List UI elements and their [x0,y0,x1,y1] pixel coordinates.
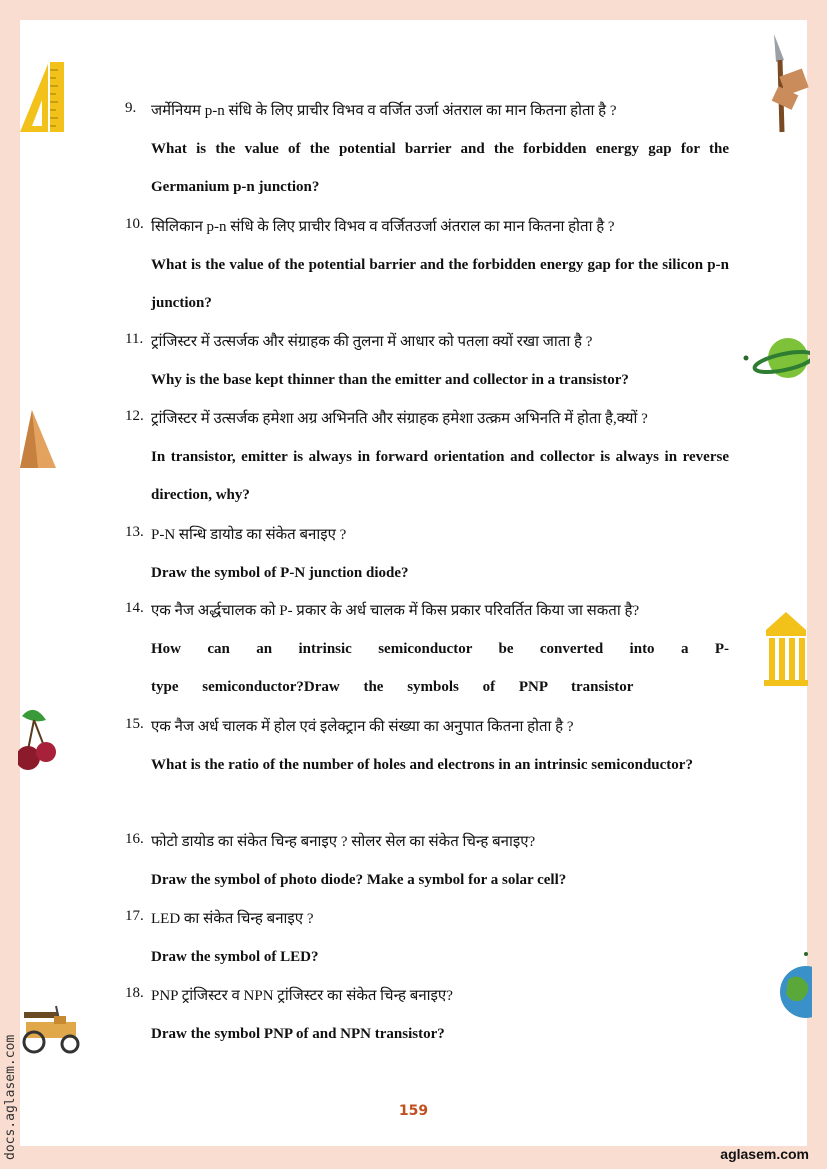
question-english: What is the ratio of the number of holes and electrons in an intrinsic semiconductor? [151,757,693,773]
question-hindi: PNP ट्रांजिस्टर व NPN ट्रांजिस्टर का संकेत चिन्ह बनाइए? [151,988,453,1004]
question-english: Draw the symbol of LED? [151,949,319,965]
question-number: 10. [125,216,144,232]
question-english: How can an intrinsic semiconductor be converted into a P-type semiconductor?Draw the symbols of PNP transistor [151,641,729,695]
question-number: 18. [125,985,144,1001]
ruler-icon [18,60,68,135]
question-english: In transistor, emitter is always in forward orientation and collector is always in reverse direction, why? [151,449,729,503]
cherries-icon [18,706,58,778]
question-hindi: LED का संकेत चिन्ह बनाइए ? [151,911,314,927]
question-english: Draw the symbol of P-N junction diode? [151,565,409,581]
question-english: What is the value of the potential barrier and the forbidden energy gap for the Germanium p-n junction? [151,141,729,195]
planet-icon [740,336,810,384]
question-hindi: ट्रांजिस्टर में उत्सर्जक हमेशा अग्र अभिनति और संग्राहक हमेशा उत्क्रम अभिनति में होता है,क्यों ? [151,411,648,427]
pyramid-icon [18,408,58,470]
question-hindi: जर्मेनियम p-n संधि के लिए प्राचीर विभव व वर्जित उर्जा अंतराल का मान कितना होता है ? [151,103,617,119]
side-watermark: docs.aglasem.com [3,1034,18,1160]
vintage-car-icon [18,1002,84,1056]
question-english: Draw the symbol PNP of and NPN transistor? [151,1026,445,1042]
question-number: 9. [125,100,137,116]
question-number: 11. [125,331,144,347]
footer-site-link[interactable]: aglasem.com [720,1146,809,1162]
question-number: 16. [125,831,144,847]
question-number: 15. [125,716,144,732]
question-hindi: ट्रांजिस्टर में उत्सर्जक और संग्राहक की तुलना में आधार को पतला क्यों रखा जाता है ? [151,334,593,350]
question-english: Draw the symbol of photo diode? Make a symbol for a solar cell? [151,872,567,888]
question-hindi: फोटो डायोड का संकेत चिन्ह बनाइए ? सोलर सेल का संकेत चिन्ह बनाइए? [151,834,536,850]
question-hindi: P-N सन्धि डायोड का संकेत बनाइए ? [151,527,347,543]
temple-icon [762,608,810,688]
spear-icon [768,32,810,136]
globe-icon [778,950,812,1020]
question-english: What is the value of the potential barrier and the forbidden energy gap for the silicon p-n junction? [151,257,729,311]
question-number: 12. [125,408,144,424]
question-hindi: सिलिकान p-n संधि के लिए प्राचीर विभव व वर्जितउर्जा अंतराल का मान कितना होता है ? [151,219,615,235]
question-number: 13. [125,524,144,540]
question-english: Why is the base kept thinner than the emitter and collector in a transistor? [151,372,629,388]
question-number: 14. [125,600,144,616]
question-number: 17. [125,908,144,924]
page-number: 159 [398,1103,429,1119]
question-hindi: एक नैज अर्ध चालक में होल एवं इलेक्ट्रान की संख्या का अनुपात कितना होता है ? [151,719,574,735]
question-hindi: एक नैज अर्द्धचालक को P- प्रकार के अर्ध चालक में किस प्रकार परिवर्तित किया जा सकता है? [151,603,640,619]
